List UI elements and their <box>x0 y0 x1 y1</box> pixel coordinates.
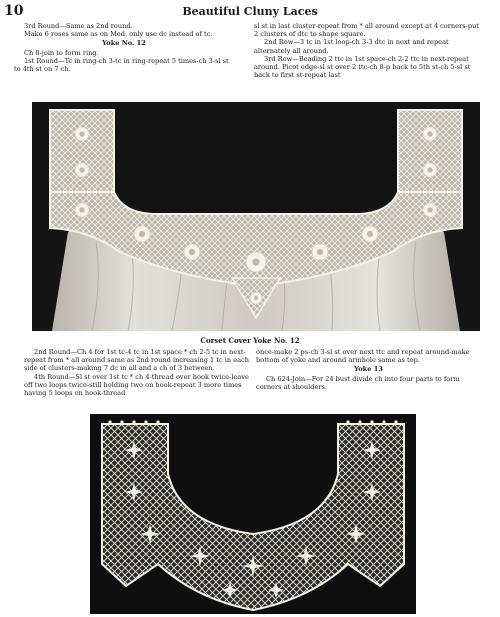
paragraph: 3rd Round—Same as 2nd round. <box>24 22 133 30</box>
section-heading: Yoke 13 <box>354 365 383 374</box>
paragraph: 2nd Round—Ch 4 for 1st tc-4 tc in 1st space * ch 2-5 tc in next-repeat from * all around same as 2nd round increasing 1 tc in each side of clusters-making 7 dc in all and a ch of 3 between. <box>24 348 249 373</box>
paragraph: once-make 2 ps-ch 3-sl st over next ttc and repeat around-make bottom of yoke and around armhole same as top. <box>256 348 470 365</box>
paragraph: sl st in last cluster-repeat from * all around except at 4 corners-put 2 clusters of dtc to shape square. <box>254 22 479 39</box>
page-number: 10 <box>4 3 24 19</box>
running-title: Beautiful Cluny Laces <box>182 5 318 18</box>
column-left-top <box>14 22 234 73</box>
paragraph: Ch 8-join to form ring. <box>24 48 99 57</box>
paragraph: Make 6 roses same as on Med. only use dc instead of tc. <box>24 30 213 39</box>
paragraph: 1st Round—Tc in ring-ch 3-tc in ring-repeat 5 times-ch 3-sl st to 4th st on 7 ch. <box>14 56 229 74</box>
paragraph: 2nd Row—3 tc in 1st loop-ch 3-3 dtc in next and repeat alternately all around. <box>254 38 449 55</box>
section-heading: Yoke No. 12 <box>102 39 146 48</box>
paragraph: 4th Round—Sl st over 1st tc * ch 4-thread over hook twice-leave off two loops twice-still holding two on hook-repeat 3 more times having 5 loops on hook-thread <box>24 372 249 398</box>
page-header <box>0 3 500 21</box>
paragraph: 3rd Row—Beading 2 ttc in 1st space-ch 2-2 ttc in next-repeat around. Picot edge-sl st over 2 ttc-ch 8-p back to 5th st-ch 5-sl st back to first st-repeat last <box>254 54 471 80</box>
column-left-middle <box>24 348 249 397</box>
column-right-middle <box>256 348 481 391</box>
corset-cover-yoke-photo <box>32 102 480 331</box>
column-right-top <box>254 22 484 79</box>
yoke-13-lace-photo <box>90 414 416 614</box>
figure-caption: Corset Cover Yoke No. 12 <box>200 336 300 345</box>
paragraph: Ch 624-Join—For 24 bust divide ch into four parts to form corners at shoulders. <box>256 374 460 391</box>
